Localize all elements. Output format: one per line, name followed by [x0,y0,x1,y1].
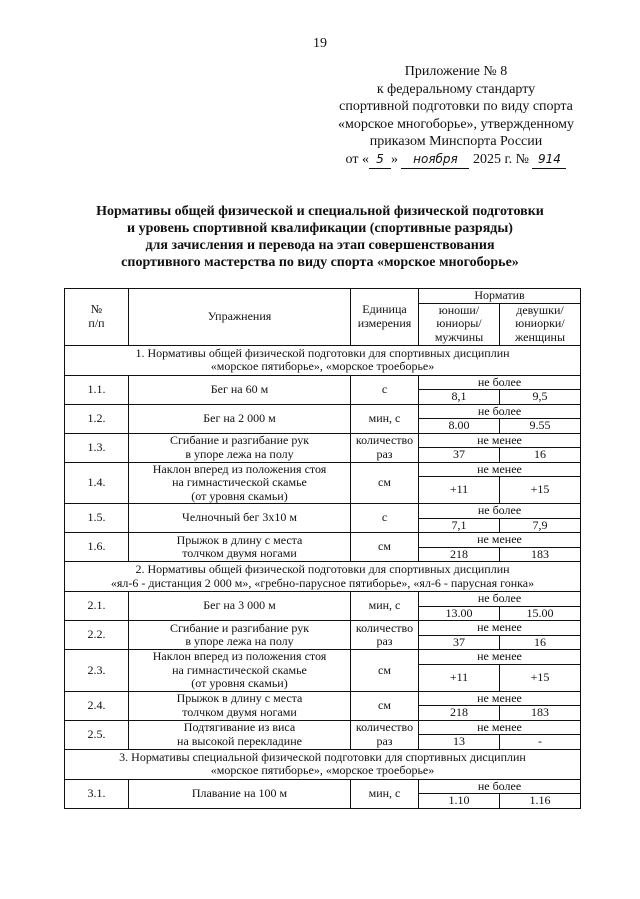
table-row [65,504,581,519]
value-boys: 7,1 [419,518,500,533]
appendix-line: приказом Минспорта России [369,134,543,149]
date-prefix: от « [345,151,369,167]
value-boys: 8,1 [419,390,500,405]
row-number: 2.4. [65,691,129,720]
header-boys: юноши/ юниоры/ мужчины [419,303,500,345]
title-line: для зачисления и перевода на этап совершенствования [145,238,495,253]
title-line: и уровень спортивной квалификации (спортивные разряды) [127,221,513,236]
exercise-name: Прыжок в длину с места толчком двумя ногами [129,691,351,720]
value-girls: 1.16 [500,794,581,809]
row-number: 1.4. [65,462,129,504]
value-girls: +15 [500,477,581,504]
comparison-label: не менее [419,462,581,477]
exercise-name: Наклон вперед из положения стоя на гимнастической скамье (от уровня скамьи) [129,650,351,692]
table-row [65,404,581,419]
exercise-name: Бег на 3 000 м [129,592,351,621]
appendix-line: спортивной подготовки по виду спорта [339,99,573,114]
comparison-label: не менее [419,650,581,665]
comparison-label: не более [419,779,581,794]
norms-table [64,288,581,809]
value-girls: 16 [500,635,581,650]
section-header-row [65,562,581,592]
comparison-label: не менее [419,691,581,706]
value-girls: 15.00 [500,606,581,621]
value-girls: 9,5 [500,390,581,405]
value-boys: 218 [419,706,500,721]
value-boys: 13 [419,735,500,750]
comparison-label: не более [419,404,581,419]
value-boys: 1.10 [419,794,500,809]
header-exercises: Упражнения [129,289,351,346]
unit: мин, с [351,779,419,808]
exercise-name: Челночный бег 3х10 м [129,504,351,533]
norms-table-wrapper [64,288,580,809]
comparison-label: не более [419,504,581,519]
comparison-label: не менее [419,533,581,548]
table-row [65,433,581,448]
unit: см [351,691,419,720]
row-number: 2.3. [65,650,129,692]
title-line: Нормативы общей физической и специальной физической подготовки [96,204,544,219]
value-boys: 37 [419,635,500,650]
table-row [65,779,581,794]
norms-table-body [65,345,581,808]
value-girls: 7,9 [500,518,581,533]
comparison-label: не менее [419,720,581,735]
row-number: 1.6. [65,533,129,562]
table-row [65,691,581,706]
table-row [65,375,581,390]
appendix-line: к федеральному стандарту [376,81,536,97]
row-number: 3.1. [65,779,129,808]
appendix-line: «морское многоборье», утвержденному [338,116,574,132]
value-girls: - [500,735,581,750]
header-norm: Норматив [419,289,581,304]
unit: мин, с [351,404,419,433]
unit: мин, с [351,592,419,621]
date-year: 2025 г. № [472,151,529,167]
table-row [65,533,581,548]
value-boys: +11 [419,477,500,504]
value-girls: 9.55 [500,419,581,434]
section-title: 3. Нормативы специальной физической подготовки для спортивных дисциплин «морское пятиборье», «морское троеборье» [65,749,581,779]
value-boys: 13.00 [419,606,500,621]
exercise-name: Бег на 2 000 м [129,404,351,433]
comparison-label: не более [419,592,581,607]
section-header-row [65,749,581,779]
value-boys: +11 [419,664,500,691]
document-title [60,203,580,271]
table-row [65,592,581,607]
handwritten-order-number: 914 [532,151,566,170]
value-girls: +15 [500,664,581,691]
exercise-name: Сгибание и разгибание рук в упоре лежа на полу [129,433,351,462]
value-girls: 16 [500,448,581,463]
title-line: спортивного мастерства по виду спорта «морское многоборье» [121,255,519,270]
exercise-name: Бег на 60 м [129,375,351,404]
value-boys: 8.00 [419,419,500,434]
order-date-line [306,151,606,170]
unit: с [351,375,419,404]
header-unit: Единица измерения [351,289,419,346]
row-number: 1.2. [65,404,129,433]
unit: см [351,650,419,692]
unit: см [351,462,419,504]
header-girls: девушки/ юниорки/ женщины [500,303,581,345]
comparison-label: не менее [419,621,581,636]
table-row [65,650,581,665]
value-boys: 37 [419,448,500,463]
handwritten-day: 5 [369,151,391,170]
row-number: 2.5. [65,720,129,749]
unit: количество раз [351,621,419,650]
header-number: № п/п [65,289,129,346]
value-girls: 183 [500,547,581,562]
section-title: 2. Нормативы общей физической подготовки для спортивных дисциплин «ял-6 - дистанция 2 000 м», «гребно-парусное пятиборье», «ял-6 - парусная гонка» [65,562,581,592]
row-number: 1.3. [65,433,129,462]
date-mid: » [390,151,398,167]
table-row [65,720,581,735]
row-number: 1.5. [65,504,129,533]
table-row [65,462,581,477]
row-number: 2.1. [65,592,129,621]
unit: количество раз [351,720,419,749]
exercise-name: Прыжок в длину с места толчком двумя ногами [129,533,351,562]
row-number: 2.2. [65,621,129,650]
section-header-row [65,345,581,375]
unit: количество раз [351,433,419,462]
handwritten-month: ноября [401,151,469,170]
value-boys: 218 [419,547,500,562]
table-row [65,621,581,636]
value-girls: 183 [500,706,581,721]
unit: см [351,533,419,562]
section-title: 1. Нормативы общей физической подготовки для спортивных дисциплин «морское пятиборье», «морское троеборье» [65,345,581,375]
page-number: 19 [313,36,327,51]
exercise-name: Плавание на 100 м [129,779,351,808]
row-number: 1.1. [65,375,129,404]
comparison-label: не более [419,375,581,390]
exercise-name: Подтягивание из виса на высокой перекладине [129,720,351,749]
appendix-block [306,63,606,169]
comparison-label: не менее [419,433,581,448]
exercise-name: Наклон вперед из положения стоя на гимнастической скамье (от уровня скамьи) [129,462,351,504]
appendix-line: Приложение № 8 [404,64,508,79]
exercise-name: Сгибание и разгибание рук в упоре лежа на полу [129,621,351,650]
unit: с [351,504,419,533]
